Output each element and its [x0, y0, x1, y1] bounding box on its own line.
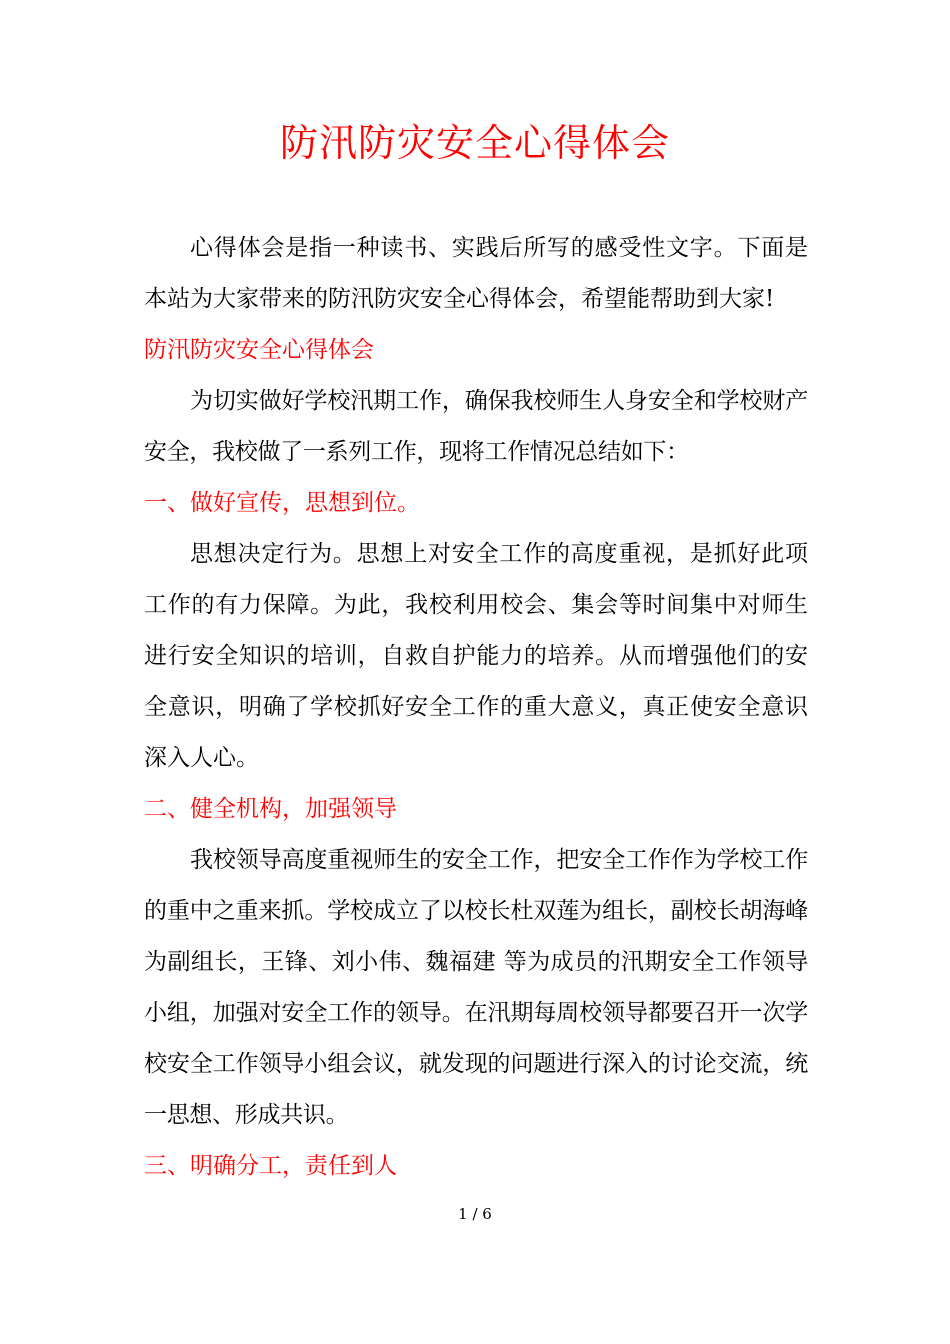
section-heading-2: 二、健全机构，加强领导	[144, 796, 397, 822]
page-number: 1 / 6	[458, 1205, 492, 1223]
body-paragraph-1: 为切实做好学校汛期工作，确保我校师生人身安全和学校财产安全，我校做了一系列工作，现将工作情况总结如下：	[144, 388, 808, 465]
body-paragraph-3: 我校领导高度重视师生的安全工作，把安全工作作为学校工作的重中之重来抓。学校成立了以校长杜双莲为组长，副校长胡海峰为副组长，王锋、刘小伟、魏福建 等为成员的汛期安全工作领导小组，加强对安全工作的领导。在汛期每周校领导都要召开一次学校安全工作领导小组会议，就发现的问题进行深入的讨论交流，统一思想、形成共识。	[144, 847, 808, 1128]
section-heading-3: 三、明确分工，责任到人	[144, 1153, 397, 1179]
body-paragraph-2: 思想决定行为。思想上对安全工作的高度重视，是抓好此项工作的有力保障。为此，我校利用校会、集会等时间集中对师生进行安全知识的培训，自救自护能力的培养。从而增强他们的安全意识，明确了学校抓好安全工作的重大意义，真正使安全意识深入人心。	[144, 541, 808, 771]
document-title: 防汛防灾安全心得体会	[279, 121, 670, 165]
section-subtitle: 防汛防灾安全心得体会	[144, 337, 374, 363]
document-body	[144, 223, 808, 1192]
intro-paragraph: 心得体会是指一种读书、实践后所写的感受性文字。下面是本站为大家带来的防汛防灾安全心得体会，希望能帮助到大家!	[144, 235, 808, 312]
section-heading-1: 一、做好宣传，思想到位。	[144, 490, 420, 516]
